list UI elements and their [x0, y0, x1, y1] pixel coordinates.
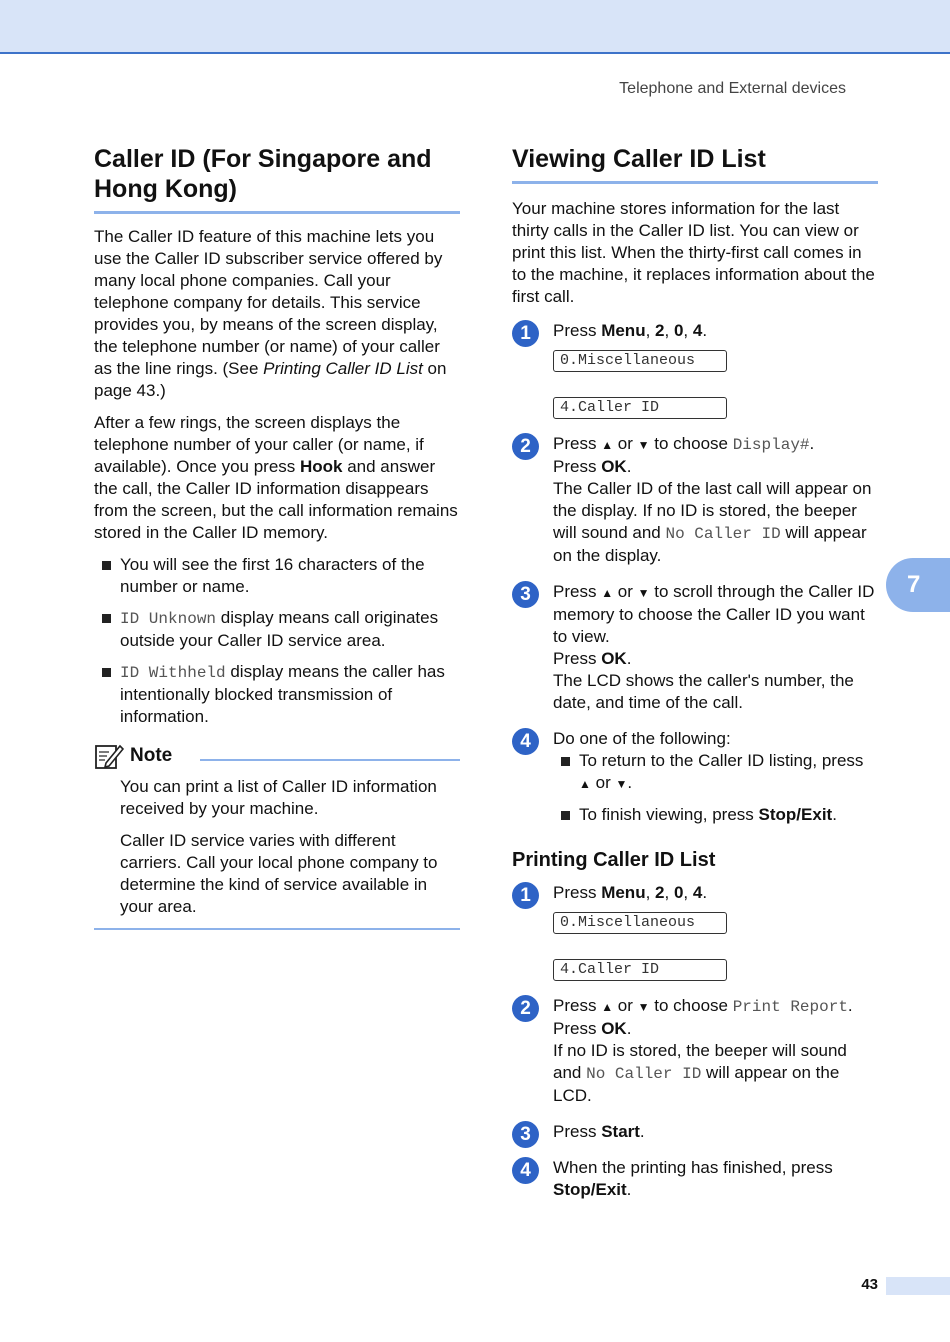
viewing-step-2: 2 Press ▲ or ▼ to choose Display#. Press OK. The Caller ID of the last call will appear on the display. If no ID is stored, the beeper will sound and No Caller ID will appear on the display.	[512, 433, 878, 567]
step-number-badge: 3	[512, 581, 539, 608]
list-item: You will see the first 16 characters of the number or name.	[94, 554, 460, 598]
note-box	[94, 740, 460, 930]
hook-key: Hook	[300, 457, 343, 476]
intro-paragraph: The Caller ID feature of this machine lets you use the Caller ID subscriber service offered by many local phone companies. Call your telephone company for details. This service provides you, by means of the screen display, the telephone number (or name) of your caller as the line rings. (See Printing Caller ID List on page 43.)	[94, 227, 447, 400]
lcd-text-id-withheld: ID Withheld	[120, 664, 226, 682]
list-item: ID Unknown display means call originates outside your Caller ID service area.	[94, 607, 460, 652]
printing-step-1: 1 Press Menu, 2, 0, 4. 0.Miscellaneous 4.Caller ID	[512, 882, 878, 981]
top-header-band	[0, 0, 950, 54]
printing-step-4: 4 When the printing has finished, press Stop/Exit.	[512, 1157, 878, 1201]
square-bullet-icon	[561, 811, 570, 820]
viewing-step-3: 3 Press ▲ or ▼ to scroll through the Caller ID memory to choose the Caller ID you want to view. Press OK. The LCD shows the caller's number, the date, and time of the call.	[512, 581, 878, 714]
square-bullet-icon	[102, 614, 111, 623]
section-title-caller-id: Caller ID (For Singapore and Hong Kong)	[94, 144, 460, 214]
step-number-badge: 2	[512, 995, 539, 1022]
hook-paragraph: After a few rings, the screen displays the telephone number of your caller (or name, if available). Once you press Hook and answer the call, the Caller ID information disappears from the screen, but the call information remains stored in the Caller ID memory.	[94, 413, 458, 542]
viewing-intro: Your machine stores information for the last thirty calls in the Caller ID list. You can view or print this list. When the thirty-first call comes in to the machine, it replaces information about the first call.	[512, 199, 875, 306]
page-number: 43	[861, 1276, 878, 1293]
down-arrow-icon: ▼	[637, 1000, 650, 1014]
note-paragraph: Caller ID service varies with different carriers. Call your local phone company to determine the kind of service available in your area.	[120, 831, 438, 916]
square-bullet-icon	[102, 561, 111, 570]
up-arrow-icon: ▲	[601, 586, 614, 600]
lcd-text-id-unknown: ID Unknown	[120, 610, 217, 628]
section-title-viewing: Viewing Caller ID List	[512, 144, 878, 184]
list-item: To finish viewing, press Stop/Exit.	[553, 804, 878, 826]
printing-step-2: 2 Press ▲ or ▼ to choose Print Report. Press OK. If no ID is stored, the beeper will sound and No Caller ID will appear on the LCD.	[512, 995, 878, 1107]
step-number-badge: 2	[512, 433, 539, 460]
down-arrow-icon: ▼	[637, 586, 650, 600]
list-item: ID Withheld display means the caller has intentionally blocked transmission of information.	[94, 661, 460, 728]
note-paragraph: You can print a list of Caller ID information received by your machine.	[120, 777, 437, 818]
down-arrow-icon: ▼	[637, 438, 650, 452]
printing-step-3: 3 Press Start.	[512, 1121, 878, 1143]
note-title: Note	[130, 745, 173, 766]
list-item: To return to the Caller ID listing, press ▲ or ▼.	[553, 750, 878, 795]
square-bullet-icon	[102, 668, 111, 677]
lcd-display: 0.Miscellaneous	[553, 350, 727, 372]
step-number-badge: 1	[512, 320, 539, 347]
lcd-display: 0.Miscellaneous	[553, 912, 727, 934]
step-number-badge: 3	[512, 1121, 539, 1148]
chapter-tab: 7	[886, 558, 950, 612]
up-arrow-icon: ▲	[601, 438, 614, 452]
page-number-band	[886, 1277, 950, 1295]
viewing-step-1: 1 Press Menu, 2, 0, 4. 0.Miscellaneous 4.Caller ID	[512, 320, 878, 419]
lcd-display: 4.Caller ID	[553, 397, 727, 419]
step-number-badge: 1	[512, 882, 539, 909]
step-number-badge: 4	[512, 1157, 539, 1184]
note-rule	[200, 759, 460, 761]
cross-reference-link: Printing Caller ID List	[263, 359, 423, 378]
note-pencil-icon	[94, 742, 124, 770]
down-arrow-icon: ▼	[615, 777, 628, 791]
running-title: Telephone and External devices	[619, 80, 846, 97]
lcd-display: 4.Caller ID	[553, 959, 727, 981]
up-arrow-icon: ▲	[601, 1000, 614, 1014]
up-arrow-icon: ▲	[579, 777, 591, 791]
left-column	[94, 144, 460, 930]
step-number-badge: 4	[512, 728, 539, 755]
subsection-title-printing: Printing Caller ID List	[512, 849, 716, 871]
right-column	[512, 144, 878, 1215]
caller-id-bullets	[94, 554, 460, 728]
note-end-rule	[94, 928, 460, 930]
viewing-step-4: 4 Do one of the following: To return to the Caller ID listing, press ▲ or ▼. To finish viewing, press Stop/Exit.	[512, 728, 878, 826]
square-bullet-icon	[561, 757, 570, 766]
